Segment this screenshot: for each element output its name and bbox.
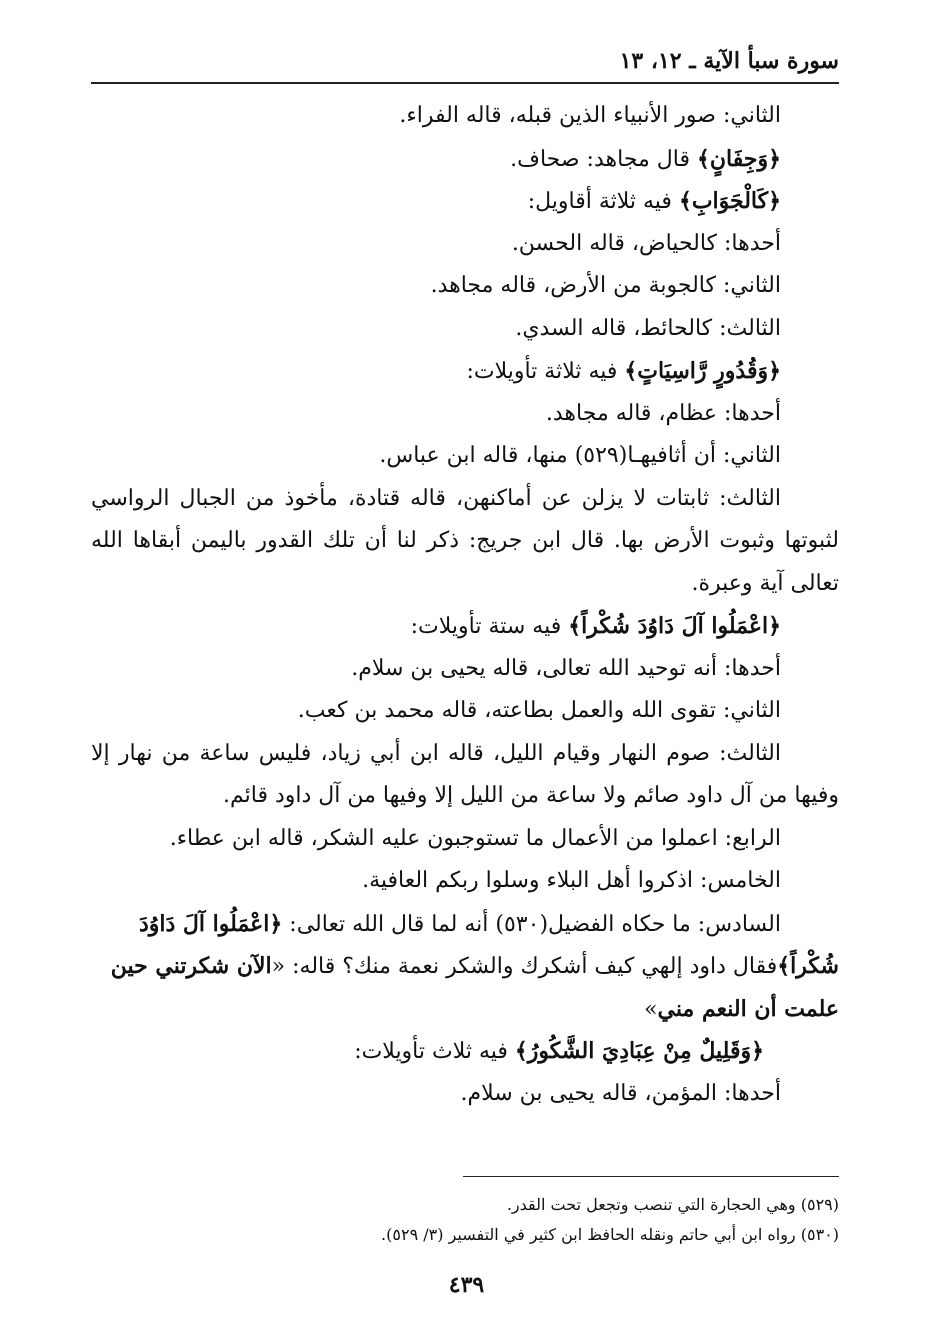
text-line: الثاني: تقوى الله والعمل بطاعته، قاله محمد بن كعب.: [297, 698, 781, 723]
quran-verse: ﴿وَقَلِيلٌ مِنْ عِبَادِيَ الشَّكُورُ﴾: [514, 1038, 764, 1064]
text-line: الخامس: اذكروا أهل البلاء وسلوا ربكم العافية.: [362, 868, 781, 893]
hadith-quote: علمت أن النعم مني: [657, 995, 839, 1022]
text-line: شُكْراً﴾فقال داود إلهي كيف أشكرك والشكر نعمة منك؟ قاله: «الآن شكرتني حين: [110, 953, 839, 979]
quran-verse: ﴿كَالْجَوَابِ﴾: [678, 188, 781, 214]
text-line: أحدها: المؤمن، قاله يحيى بن سلام.: [460, 1080, 781, 1106]
text-line: أحدها: عظام، قاله مجاهد.: [545, 400, 781, 426]
text-line: الثاني: كالجوبة من الأرض، قاله مجاهد.: [430, 273, 781, 298]
text-line: الثالث: كالحائط، قاله السدي.: [515, 315, 781, 341]
quran-verse: شُكْراً﴾: [777, 953, 839, 979]
header-title: سورة سبأ الآية ـ ١٢، ١٣: [619, 48, 839, 74]
main-text: [91, 95, 839, 1115]
text-line: أحدها: أنه توحيد الله تعالى، قاله يحيى بن سلام.: [351, 655, 781, 681]
text-line: الثالث: ثابتات لا يزلن عن أماكنهن، قاله قتادة، مأخوذ من الجبال الرواسي: [91, 485, 782, 511]
quran-verse: ﴿وَجِفَانٍ﴾: [697, 145, 781, 172]
text-line: لثبوتها وثبوت الأرض بها. قال ابن جريج: ذكر لنا أن تلك القدور باليمن أبقاها الله: [91, 528, 839, 553]
text-line: ﴿وَجِفَانٍ﴾ قال مجاهد: صحاف.: [510, 145, 781, 172]
footnote-divider: [463, 1176, 839, 1177]
text-line: ﴿اعْمَلُوا آلَ دَاوُدَ شُكْراً﴾ فيه ستة تأويلات:: [410, 613, 781, 639]
quran-verse: ﴿وَقُدُورٍ رَّاسِيَاتٍ﴾: [624, 358, 781, 384]
quran-verse: ﴿اعْمَلُوا آلَ دَاوُدَ شُكْراً﴾: [568, 613, 781, 639]
running-header: [91, 42, 839, 84]
footnote: (٥٣٠) رواه ابن أبي حاتم ونقله الحافظ ابن كثير في التفسير (٣/ ٥٢٩).: [381, 1225, 839, 1244]
footnotes: [91, 1190, 839, 1250]
text-line: ﴿وَقُدُورٍ رَّاسِيَاتٍ﴾ فيه ثلاثة تأويلات:: [466, 358, 781, 384]
quran-verse: ﴿اعْمَلُوا آلَ دَاوُدَ: [138, 910, 283, 937]
text-line: الرابع: اعملوا من الأعمال ما تستوجبون عليه الشكر، قاله ابن عطاء.: [169, 825, 781, 851]
hadith-quote: الآن شكرتني حين: [110, 953, 272, 979]
text-line: السادس: ما حكاه الفضيل(٥٣٠) أنه لما قال الله تعالى: ﴿اعْمَلُوا آلَ دَاوُدَ: [138, 910, 781, 937]
text-line: تعالى آية وعبرة.: [691, 570, 839, 596]
text-line: وفيها من آل داود صائم ولا ساعة من الليل إلا وفيها من آل داود قائم.: [222, 783, 839, 808]
text-line: الثاني: أن أثافيهـا(٥٢٩) منها، قاله ابن عباس.: [379, 443, 781, 468]
text-line: الثالث: صوم النهار وقيام الليل، قاله ابن أبي زياد، فليس ساعة من نهار إلا: [91, 740, 781, 766]
text-line: أحدها: كالحياض، قاله الحسن.: [511, 230, 781, 256]
text-line: الثاني: صور الأنبياء الذين قبله، قاله الفراء.: [399, 103, 781, 128]
text-line: علمت أن النعم مني»: [644, 995, 839, 1022]
page-number: ٤٣٩: [448, 1272, 485, 1298]
footnote: (٥٢٩) وهي الحجارة التي تنصب وتجعل تحت القدر.: [506, 1195, 839, 1214]
text-line: ﴿وَقَلِيلٌ مِنْ عِبَادِيَ الشَّكُورُ﴾ فيه ثلاث تأويلات:: [354, 1038, 764, 1064]
text-line: ﴿كَالْجَوَابِ﴾ فيه ثلاثة أقاويل:: [527, 188, 781, 214]
